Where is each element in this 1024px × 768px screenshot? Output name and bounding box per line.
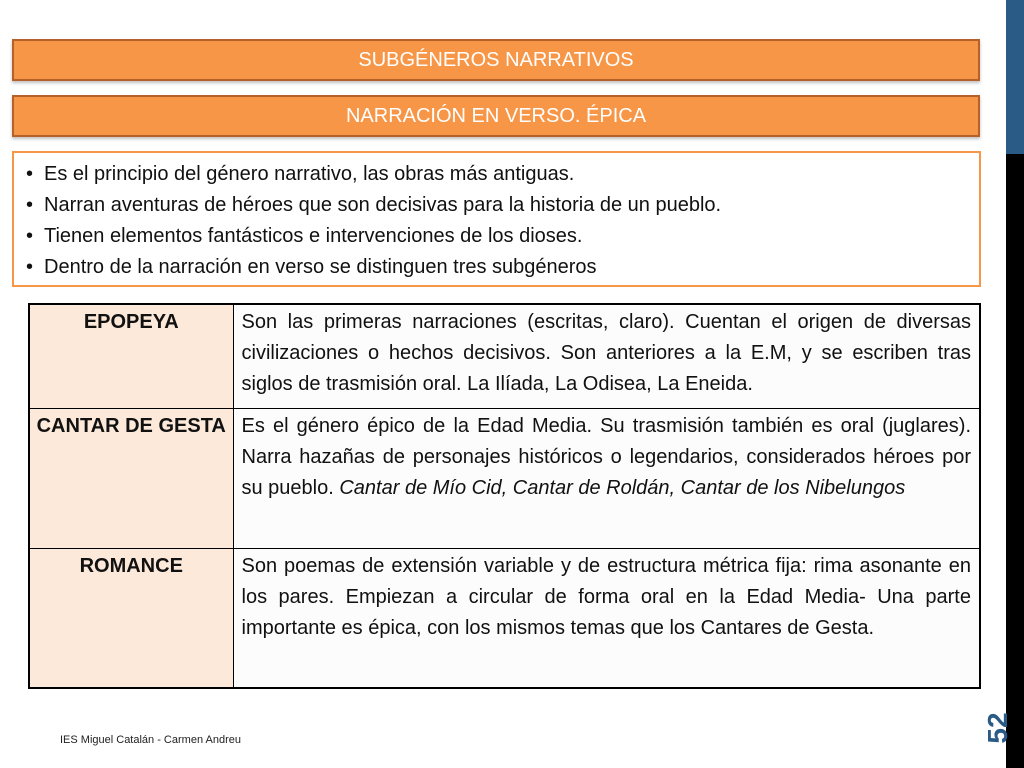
works-list: Cantar de Mío Cid, Cantar de Roldán, Cantar de los Nibelungos [339, 476, 906, 499]
bullet-item: • Dentro de la narración en verso se distinguen tres subgéneros [26, 252, 969, 283]
subgenre-name: ROMANCE [29, 548, 233, 688]
table-row [29, 408, 980, 548]
bullet-dot: • [26, 194, 34, 216]
subgenre-description: Son las primeras narraciones (escritas, claro). Cuentan el origen de diversas civilizaciones o hechos decisivos. Son anteriores a la E.M, y se escriben tras siglos de trasmisión oral. La Ilíada, La Odisea, La Eneida. [233, 304, 980, 408]
bullet-item: • Narran aventuras de héroes que son decisivas para la historia de un pueblo. [26, 190, 969, 221]
subgenre-name: CANTAR DE GESTA [29, 408, 233, 548]
page-number: 52 [982, 712, 1013, 744]
subgenre-name: EPOPEYA [29, 304, 233, 408]
side-accent-bar-blue [1006, 0, 1024, 154]
bullet-list [26, 159, 969, 283]
bullet-dot: • [26, 225, 34, 247]
bullet-dot: • [26, 256, 34, 278]
slide-subtitle: NARRACIÓN EN VERSO. ÉPICA [12, 95, 980, 137]
side-accent-bar-black [1006, 154, 1024, 768]
subgenre-description: Son poemas de extensión variable y de estructura métrica fija: rima asonante en los pares. Empiezan a circular de forma oral en la Edad Media- Una parte importante es épica, con los mismos temas que los Cantares de Gesta. [233, 548, 980, 688]
slide-title: SUBGÉNEROS NARRATIVOS [12, 39, 980, 81]
footer-credit: IES Miguel Catalán - Carmen Andreu [60, 734, 241, 746]
table-row [29, 304, 980, 408]
subgenre-description: Es el género épico de la Edad Media. Su trasmisión también es oral (juglares). Narra hazañas de personajes históricos o legendarios, considerados héroes por su pueblo. Cantar de Mío Cid, Cantar de Roldán, Cantar de los Nibelungos [233, 408, 980, 548]
bullet-dot: • [26, 163, 34, 185]
table-row [29, 548, 980, 688]
bullet-item: • Es el principio del género narrativo, las obras más antiguas. [26, 159, 969, 190]
subgenres-table [28, 303, 981, 689]
bullet-box [12, 151, 981, 287]
bullet-item: • Tienen elementos fantásticos e intervenciones de los dioses. [26, 221, 969, 252]
